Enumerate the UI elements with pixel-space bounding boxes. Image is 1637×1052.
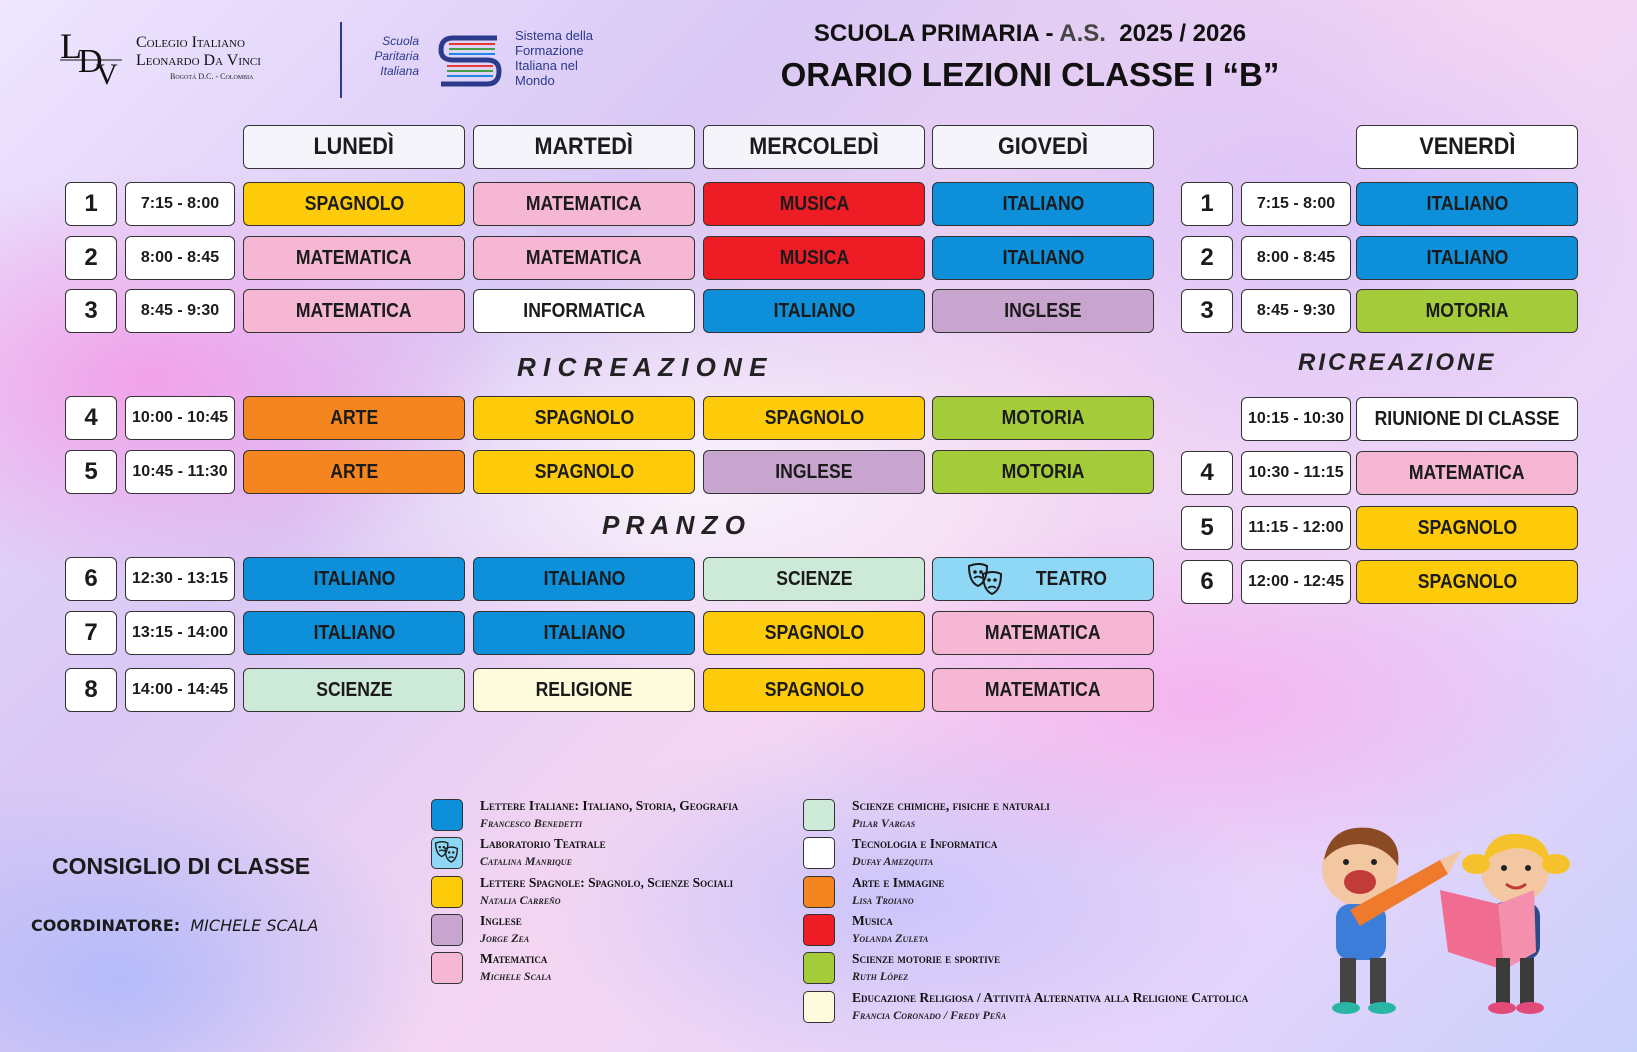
school-logo: [58, 28, 318, 90]
legend-swatch: [803, 952, 835, 984]
friday-period-time: 12:00 - 12:45: [1241, 560, 1351, 604]
subject-cell: [243, 289, 465, 333]
period-number: 1: [65, 182, 117, 226]
legend-teacher: Yolanda Zuleta: [852, 930, 929, 945]
legend-swatch: [803, 799, 835, 831]
subject-cell: [473, 450, 695, 494]
subject-label: ITALIANO: [313, 621, 395, 644]
period-time: 14:00 - 14:45: [125, 668, 235, 712]
subject-label: ITALIANO: [1002, 246, 1084, 269]
period-number: 7: [65, 611, 117, 655]
subject-cell: [703, 668, 925, 712]
friday-period-number: 6: [1181, 560, 1233, 604]
subject-label: MUSICA: [779, 246, 849, 269]
legend-teacher: Francia Coronado / Fredy Peña: [852, 1007, 1007, 1022]
legend-swatch: [431, 876, 463, 908]
subject-label: SPAGNOLO: [1417, 516, 1517, 539]
friday-subject-cell: [1356, 236, 1578, 280]
subject-label: MUSICA: [779, 192, 849, 215]
legend-teacher: Michele Scala: [480, 969, 552, 984]
legend-teacher: Lisa Troiano: [852, 892, 914, 907]
legend-subject: Inglese: [480, 912, 522, 928]
subject-label: TEATRO: [1035, 567, 1107, 590]
subject-cell: [243, 557, 465, 601]
subject-cell: [932, 396, 1154, 440]
legend-swatch: [431, 799, 463, 831]
period-time: 13:15 - 14:00: [125, 611, 235, 655]
subject-cell: [932, 557, 1154, 601]
subject-label: ITALIANO: [313, 567, 395, 590]
school-city: Bogotá D.C. - Colombia: [170, 72, 254, 81]
subject-cell: [932, 236, 1154, 280]
subject-cell: [243, 236, 465, 280]
subject-cell: [243, 182, 465, 226]
svg-text:L: L: [60, 28, 82, 66]
legend-subject: Educazione Religiosa / Attività Alternativa alla Religione Cattolica: [852, 989, 1249, 1005]
legend-swatch: [431, 952, 463, 984]
legend-swatch: [803, 991, 835, 1023]
friday-period-time: 7:15 - 8:00: [1241, 182, 1351, 226]
subject-cell: [703, 396, 925, 440]
subject-label: ITALIANO: [1426, 192, 1508, 215]
subject-cell: [703, 289, 925, 333]
subject-label: MATEMATICA: [1409, 461, 1525, 484]
friday-period-time: 10:30 - 11:15: [1241, 451, 1351, 495]
legend-subject: Lettere Italiane: Italiano, Storia, Geografia: [480, 798, 739, 813]
ldv-monogram-icon: [58, 28, 128, 88]
pranzo-label: P R A N Z O: [602, 510, 745, 540]
coordinator-name: MICHELE SCALA: [190, 916, 319, 935]
subject-label: INGLESE: [775, 460, 853, 483]
legend-teacher: Natalia Carreño: [480, 892, 561, 907]
legend-teacher: Ruth López: [852, 969, 909, 984]
subject-label: ITALIANO: [773, 299, 855, 322]
paritaria-line1: Scuola: [382, 34, 419, 48]
sistema-line3: Italiana nel: [515, 58, 578, 73]
subject-cell: [932, 668, 1154, 712]
day-header-4: [932, 125, 1154, 169]
subject-cell: [243, 668, 465, 712]
subject-label: RIUNIONE DI CLASSE: [1374, 407, 1560, 430]
friday-period-number: 5: [1181, 506, 1233, 550]
legend-swatch: [431, 837, 463, 869]
day-header-2: [473, 125, 695, 169]
subject-label: MATEMATICA: [985, 621, 1101, 644]
period-number: 3: [65, 289, 117, 333]
subject-cell: [243, 450, 465, 494]
legend-swatch: [803, 914, 835, 946]
subject-cell: [473, 396, 695, 440]
subject-label: SPAGNOLO: [534, 406, 634, 429]
period-time: 8:00 - 8:45: [125, 236, 235, 280]
period-time: 12:30 - 13:15: [125, 557, 235, 601]
legend-subject: Lettere Spagnole: Spagnolo, Scienze Sociali: [480, 874, 734, 890]
subject-cell: [473, 236, 695, 280]
friday-subject-cell: [1356, 451, 1578, 495]
subject-cell: [473, 289, 695, 333]
subject-label: MATEMATICA: [296, 246, 412, 269]
legend-swatch: [431, 914, 463, 946]
subject-cell: [703, 557, 925, 601]
friday-period-number: 1: [1181, 182, 1233, 226]
logo-divider: [340, 22, 342, 98]
subject-cell: [932, 450, 1154, 494]
subject-cell: [243, 396, 465, 440]
subject-label: MATEMATICA: [526, 246, 642, 269]
subject-label: SCIENZE: [775, 567, 853, 590]
legend-subject: Scienze motorie e sportive: [852, 951, 1001, 967]
paritaria-line3: Italiana: [380, 64, 419, 78]
sistema-s-logo-icon: [435, 30, 507, 88]
legend-subject: Scienze chimiche, fisiche e naturali: [852, 798, 1050, 813]
subject-cell: [703, 611, 925, 655]
friday-period-time: 8:45 - 9:30: [1241, 289, 1351, 333]
day-header-1: [243, 125, 465, 169]
subject-label: ITALIANO: [543, 567, 625, 590]
friday-period-number: 4: [1181, 451, 1233, 495]
legend-teacher: Pilar Vargas: [852, 816, 916, 830]
period-number: 6: [65, 557, 117, 601]
day-header-label: VENERDÌ: [1418, 133, 1516, 160]
school-name-line1: Colegio Italiano: [136, 34, 245, 51]
year-prefix: A.S.: [1059, 20, 1106, 47]
subject-label: SCIENZE: [315, 678, 393, 701]
period-number: 5: [65, 450, 117, 494]
coordinator-label: COORDINATORE:: [31, 916, 181, 935]
paritaria-line2: Paritaria: [374, 49, 419, 63]
ricreazione-label: R I C R E A Z I O N E: [517, 352, 767, 382]
legend-subject: Tecnologia e Informatica: [852, 836, 998, 852]
subject-cell: [932, 289, 1154, 333]
legend-swatch: [803, 837, 835, 869]
subject-label: MATEMATICA: [985, 678, 1101, 701]
friday-subject-cell: [1356, 506, 1578, 550]
friday-period-time: 8:00 - 8:45: [1241, 236, 1351, 280]
page-title: ORARIO LEZIONI CLASSE I “B”: [780, 56, 1280, 93]
legend-teacher: Jorge Zea: [480, 930, 530, 945]
sistema-line2: Formazione: [515, 43, 584, 58]
legend-subject: Arte e Immagine: [852, 874, 945, 890]
subject-label: RELIGIONE: [535, 678, 633, 701]
day-header-3: [703, 125, 925, 169]
subject-label: MATEMATICA: [526, 192, 642, 215]
sistema-line1: Sistema della: [515, 28, 594, 43]
subject-label: INFORMATICA: [523, 299, 645, 322]
subject-label: SPAGNOLO: [764, 621, 864, 644]
legend-teacher: Catalina Manrique: [480, 854, 572, 869]
subject-label: MATEMATICA: [296, 299, 412, 322]
sistema-line4: Mondo: [515, 73, 555, 88]
school-year-heading: [780, 20, 1280, 48]
theater-masks-icon: [965, 560, 1005, 601]
day-header-label: MARTEDÌ: [534, 133, 634, 160]
subject-label: SPAGNOLO: [764, 678, 864, 701]
subject-cell: [932, 611, 1154, 655]
subject-label: SPAGNOLO: [534, 460, 634, 483]
friday-subject-cell: [1356, 560, 1578, 604]
subject-label: ITALIANO: [543, 621, 625, 644]
friday-period-time: 10:15 - 10:30: [1241, 397, 1351, 441]
legend-subject: Matematica: [480, 951, 548, 967]
theater-masks-icon: [433, 839, 460, 871]
period-time: 7:15 - 8:00: [125, 182, 235, 226]
period-number: 4: [65, 396, 117, 440]
friday-subject-cell: [1356, 289, 1578, 333]
period-number: 8: [65, 668, 117, 712]
friday-period-number: 3: [1181, 289, 1233, 333]
legend-teacher: Dufay Amezquita: [852, 854, 934, 869]
period-time: 8:45 - 9:30: [125, 289, 235, 333]
subject-label: INGLESE: [1004, 299, 1082, 322]
subject-label: SPAGNOLO: [1417, 570, 1517, 593]
subject-label: MOTORIA: [1425, 299, 1509, 322]
subject-cell: [473, 182, 695, 226]
subject-cell: [473, 668, 695, 712]
coordinator: [31, 916, 318, 935]
svg-text:V: V: [96, 58, 118, 88]
subject-cell: [703, 182, 925, 226]
subject-label: SPAGNOLO: [304, 192, 404, 215]
legend-teacher: Francesco Benedetti: [480, 816, 583, 830]
subject-label: ARTE: [330, 460, 378, 483]
council-title: CONSIGLIO DI CLASSE: [52, 853, 311, 879]
subject-label: ITALIANO: [1002, 192, 1084, 215]
subject-label: SPAGNOLO: [764, 406, 864, 429]
subject-cell: [243, 611, 465, 655]
period-time: 10:45 - 11:30: [125, 450, 235, 494]
subject-label: ARTE: [330, 406, 378, 429]
day-header-label: GIOVEDÌ: [997, 133, 1089, 160]
friday-subject-cell: [1356, 397, 1578, 441]
day-header-friday: [1356, 125, 1578, 169]
subject-cell: [473, 611, 695, 655]
subject-label: ITALIANO: [1426, 246, 1508, 269]
day-header-label: MERCOLEDÌ: [749, 133, 879, 160]
school-year: 2025 / 2026: [1119, 20, 1247, 47]
subject-cell: [703, 236, 925, 280]
legend-subject: Laboratorio Teatrale: [480, 836, 606, 852]
period-time: 10:00 - 10:45: [125, 396, 235, 440]
school-level: SCUOLA PRIMARIA -: [813, 20, 1060, 47]
friday-subject-cell: [1356, 182, 1578, 226]
subject-label: MOTORIA: [1001, 406, 1085, 429]
legend-subject: Musica: [852, 912, 893, 928]
subject-cell: [703, 450, 925, 494]
friday-ricreazione-label: RICREAZIONE: [1298, 349, 1497, 376]
legend-swatch: [803, 876, 835, 908]
svg-text:D: D: [78, 43, 103, 80]
period-number: 2: [65, 236, 117, 280]
friday-period-number: 2: [1181, 236, 1233, 280]
subject-label: MOTORIA: [1001, 460, 1085, 483]
school-name-line2: Leonardo Da Vinci: [136, 52, 261, 69]
friday-period-time: 11:15 - 12:00: [1241, 506, 1351, 550]
subject-cell: [932, 182, 1154, 226]
subject-cell: [473, 557, 695, 601]
children-illustration: [1290, 820, 1610, 1020]
paritaria-logo: [375, 28, 615, 90]
day-header-label: LUNEDÌ: [313, 133, 395, 160]
